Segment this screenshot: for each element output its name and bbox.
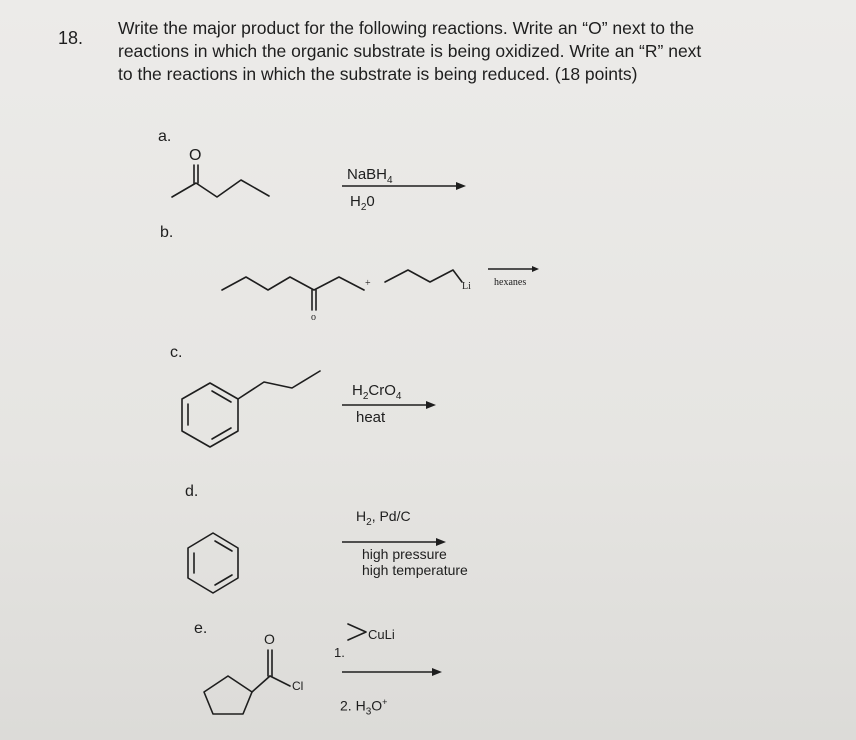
reagent-e-sub: 3 [365, 706, 372, 718]
reagent-b-hexanes: hexanes [494, 277, 527, 288]
reagent-e-o: O [371, 697, 383, 714]
reagent-d-h: H [356, 508, 367, 524]
arrowhead-b [532, 266, 539, 272]
arrowhead-c [426, 401, 436, 409]
label-d: d. [185, 483, 199, 500]
reagent-c-cro: CrO [368, 382, 396, 399]
reagent-d-pressure: high pressure [362, 546, 447, 562]
reagent-e-sup: + [382, 697, 388, 707]
label-c: c. [170, 344, 183, 361]
reagent-a-bottom [350, 193, 375, 213]
reagent-a-h: H [350, 193, 361, 210]
reagent-d-sub: 2 [366, 516, 372, 528]
atom-e-chlorine: Cl [292, 679, 304, 693]
question-number: 18. [58, 28, 84, 48]
atom-a-oxygen: O [189, 147, 202, 164]
arrowhead-d [436, 538, 446, 546]
structure-e-cuprate-isopropyl [348, 624, 366, 640]
reagent-e-h: 2. H [340, 697, 366, 714]
reagent-e-step2 [340, 697, 387, 717]
structure-b-organolithium [385, 270, 462, 282]
reagent-e-cuprate: CuLi [368, 627, 395, 642]
atom-b-lithium: Li [462, 281, 471, 292]
structure-e-acid-chloride [204, 650, 290, 714]
reagent-a-nabh: NaBH [347, 166, 388, 183]
reagent-a-h-sub: 2 [360, 202, 367, 213]
question-line-2: reactions in which the organic substrate is being oxidized. Write an “R” next [118, 41, 702, 61]
reagent-a-zero: 0 [366, 193, 375, 210]
label-e: e. [194, 620, 208, 637]
reagent-c-sub2: 4 [395, 391, 402, 402]
structure-d-benzene [188, 533, 238, 593]
arrowhead-e [432, 668, 442, 676]
reagent-c-sub1: 2 [362, 391, 369, 402]
reagent-d-temperature: high temperature [362, 562, 468, 578]
structure-c-propylbenzene [182, 371, 320, 447]
atom-e-oxygen: O [264, 631, 275, 647]
label-b: b. [160, 224, 174, 241]
atom-b-oxygen: o [311, 312, 316, 323]
label-a: a. [158, 128, 172, 145]
structure-a-ketone [172, 165, 269, 197]
reagent-d-top [356, 508, 411, 528]
reagent-c-h: H [352, 382, 363, 399]
reagent-c-top [352, 382, 401, 402]
reagent-c-heat: heat [356, 409, 386, 426]
structure-b-ketone [222, 277, 364, 310]
reagent-e-step1-number: 1. [334, 645, 345, 660]
reagent-a-top [347, 166, 393, 186]
reagent-a-sub: 4 [387, 175, 393, 186]
arrowhead-a [456, 182, 466, 190]
question-line-3: to the reactions in which the substrate is being reduced. (18 points) [118, 64, 638, 84]
question-line-1: Write the major product for the following reactions. Write an “O” next to the [118, 18, 695, 38]
plus-sign: + [365, 278, 371, 289]
reagent-d-catalyst: , Pd/C [371, 508, 411, 524]
